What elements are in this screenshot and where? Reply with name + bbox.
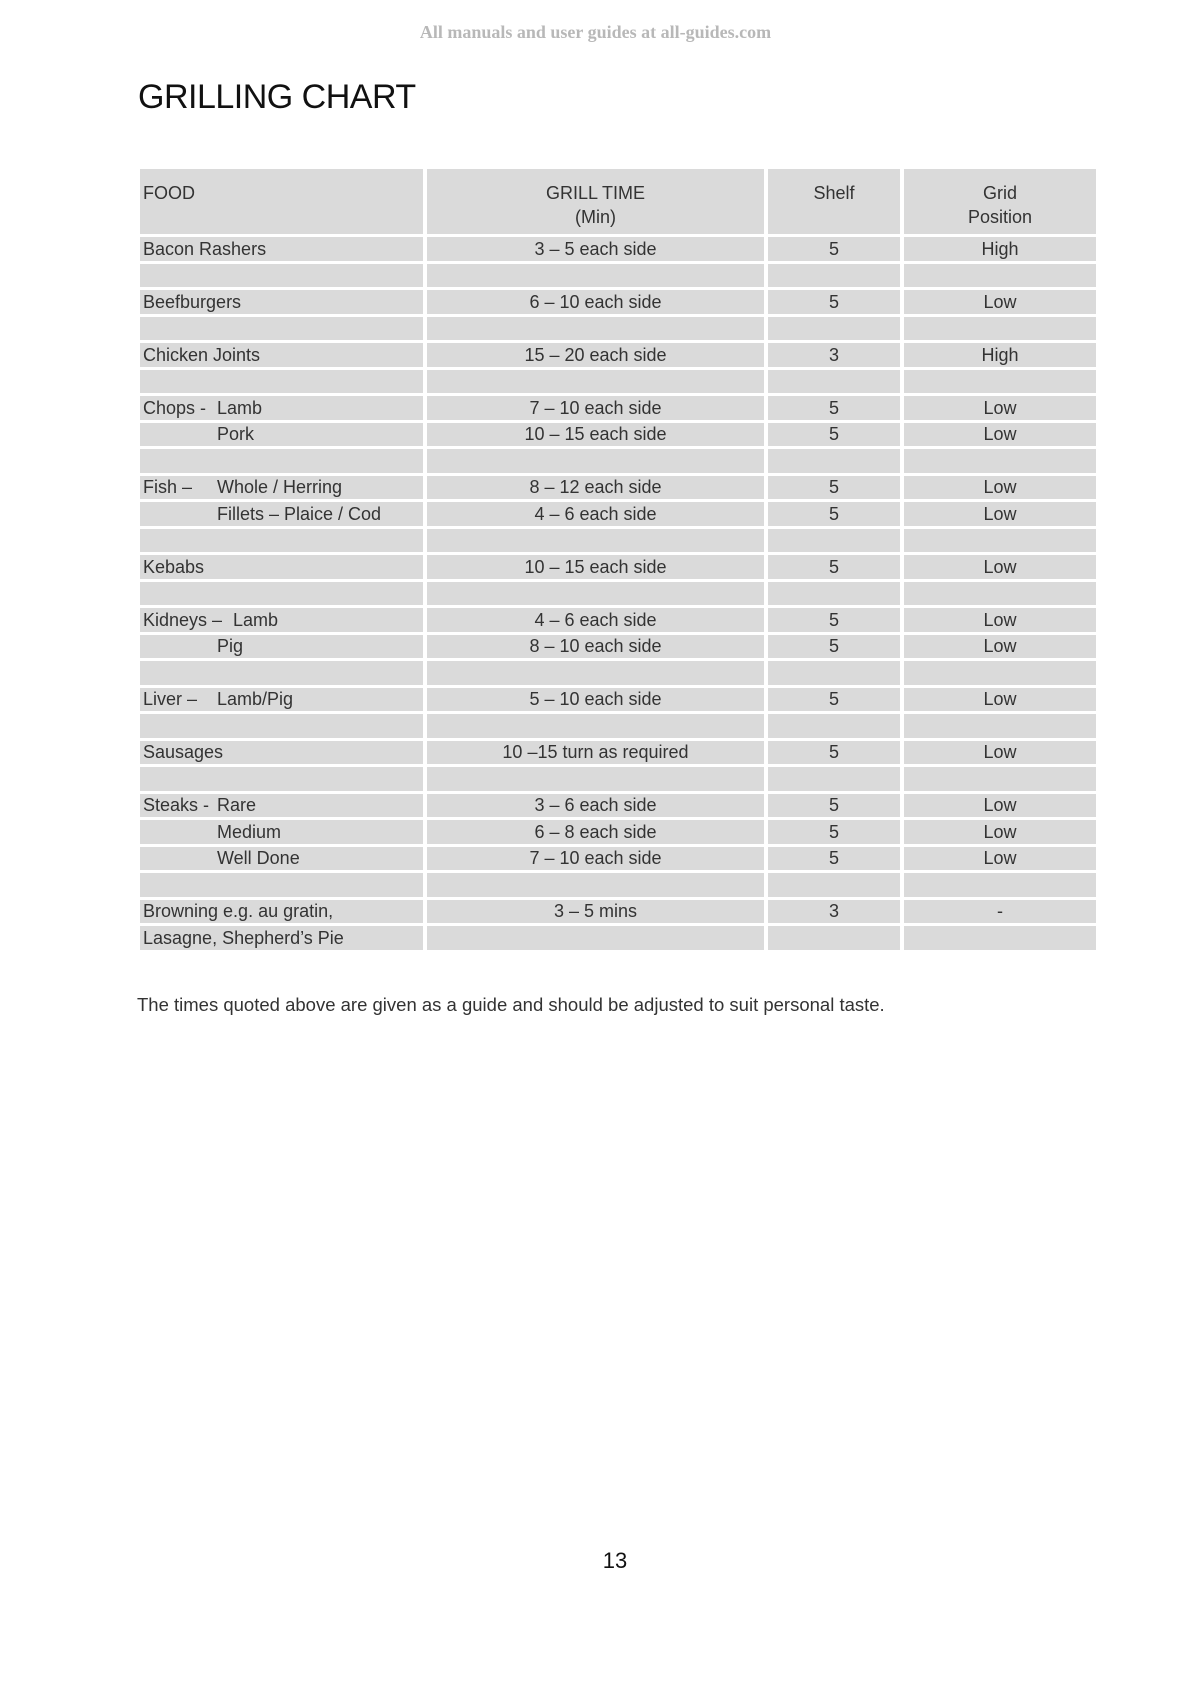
food-cell <box>140 476 423 500</box>
shelf-cell: 5 <box>768 635 900 659</box>
grid-position-cell: Low <box>904 820 1096 844</box>
grill-time-cell <box>427 926 764 950</box>
food-cell <box>140 317 423 341</box>
grid-position-cell <box>904 449 1096 473</box>
grid-position-cell: - <box>904 900 1096 924</box>
shelf-cell: 5 <box>768 608 900 632</box>
food-cell <box>140 847 423 871</box>
food-variant: Lamb <box>217 397 263 418</box>
grid-position-cell: Low <box>904 555 1096 579</box>
shelf-cell: 5 <box>768 476 900 500</box>
food-cell <box>140 370 423 394</box>
grill-time-cell: 3 – 5 each side <box>427 237 764 261</box>
grid-position-cell <box>904 317 1096 341</box>
grill-time-cell <box>427 767 764 791</box>
food-variant: Well Done <box>217 848 300 869</box>
grilling-chart-table <box>140 169 1096 950</box>
grill-time-cell <box>427 264 764 288</box>
grill-time-cell: 7 – 10 each side <box>427 847 764 871</box>
shelf-cell <box>768 370 900 394</box>
grill-time-cell <box>427 873 764 897</box>
header-shelf <box>768 169 900 234</box>
food-cell: Browning e.g. au gratin, <box>140 900 423 924</box>
food-variant: Pork <box>217 424 255 445</box>
header-position-label: Position <box>967 207 1033 227</box>
shelf-cell: 5 <box>768 847 900 871</box>
grill-time-cell: 6 – 10 each side <box>427 290 764 314</box>
grill-time-cell <box>427 449 764 473</box>
shelf-cell <box>768 264 900 288</box>
grill-time-cell <box>427 661 764 685</box>
grill-time-cell <box>427 714 764 738</box>
grid-position-cell <box>904 714 1096 738</box>
grill-time-cell: 8 – 12 each side <box>427 476 764 500</box>
grill-time-cell: 3 – 6 each side <box>427 794 764 818</box>
food-cell <box>140 449 423 473</box>
shelf-cell: 5 <box>768 396 900 420</box>
food-variant: Lamb/Pig <box>217 689 294 710</box>
grill-time-cell <box>427 317 764 341</box>
food-category: Fish – <box>143 477 193 498</box>
shelf-cell <box>768 873 900 897</box>
grill-time-cell: 4 – 6 each side <box>427 608 764 632</box>
shelf-cell: 5 <box>768 820 900 844</box>
food-cell <box>140 502 423 526</box>
grid-position-cell: Low <box>904 423 1096 447</box>
grid-position-cell: Low <box>904 502 1096 526</box>
header-grid-position <box>904 169 1096 234</box>
grill-time-cell: 7 – 10 each side <box>427 396 764 420</box>
shelf-cell <box>768 582 900 606</box>
grid-position-cell <box>904 264 1096 288</box>
food-category: Chops - <box>143 397 207 418</box>
food-cell <box>140 635 423 659</box>
grid-position-cell: Low <box>904 794 1096 818</box>
shelf-cell: 5 <box>768 290 900 314</box>
food-cell <box>140 423 423 447</box>
grill-time-cell: 5 – 10 each side <box>427 688 764 712</box>
grid-position-cell: Low <box>904 688 1096 712</box>
grid-position-cell: Low <box>904 396 1096 420</box>
shelf-cell <box>768 661 900 685</box>
page-number: 13 <box>602 1548 628 1573</box>
shelf-cell <box>768 529 900 553</box>
food-cell: Sausages <box>140 741 423 765</box>
grid-position-cell: Low <box>904 635 1096 659</box>
food-category: Steaks - <box>143 795 210 816</box>
grill-time-cell <box>427 582 764 606</box>
grid-position-cell: Low <box>904 476 1096 500</box>
grid-position-cell: Low <box>904 290 1096 314</box>
food-cell <box>140 794 423 818</box>
grill-time-cell: 15 – 20 each side <box>427 343 764 367</box>
header-food <box>140 169 423 234</box>
grid-position-cell: Low <box>904 741 1096 765</box>
grid-position-cell <box>904 529 1096 553</box>
grill-time-cell: 10 – 15 each side <box>427 555 764 579</box>
header-shelf-label: Shelf <box>813 183 855 203</box>
grid-position-cell: High <box>904 343 1096 367</box>
header-grid-label: Grid <box>982 183 1017 203</box>
food-cell <box>140 714 423 738</box>
shelf-cell <box>768 449 900 473</box>
food-cell <box>140 767 423 791</box>
shelf-cell: 5 <box>768 741 900 765</box>
shelf-cell: 5 <box>768 555 900 579</box>
food-cell <box>140 529 423 553</box>
grill-time-cell: 4 – 6 each side <box>427 502 764 526</box>
watermark: All manuals and user guides at all-guides.com <box>419 22 772 42</box>
food-cell <box>140 873 423 897</box>
shelf-cell: 5 <box>768 794 900 818</box>
grill-time-cell: 10 –15 turn as required <box>427 741 764 765</box>
food-variant: Fillets – Plaice / Cod <box>217 503 382 524</box>
shelf-cell <box>768 317 900 341</box>
grid-position-cell: High <box>904 237 1096 261</box>
shelf-cell: 5 <box>768 688 900 712</box>
shelf-cell: 5 <box>768 237 900 261</box>
header-grill-time-label: GRILL TIME <box>545 183 646 203</box>
header-food-label: FOOD <box>143 183 195 203</box>
food-cell: Kebabs <box>140 555 423 579</box>
header-grill-time <box>427 169 764 234</box>
shelf-cell: 3 <box>768 900 900 924</box>
food-variant: Whole / Herring <box>217 477 343 498</box>
grid-position-cell: Low <box>904 847 1096 871</box>
food-cell <box>140 608 423 632</box>
grid-position-cell <box>904 370 1096 394</box>
food-cell: Lasagne, Shepherd’s Pie <box>140 926 423 950</box>
food-cell <box>140 396 423 420</box>
header-grill-time-unit: (Min) <box>575 207 616 227</box>
grid-position-cell <box>904 926 1096 950</box>
page-title: GRILLING CHART <box>138 78 416 116</box>
grill-time-cell <box>427 370 764 394</box>
shelf-cell <box>768 926 900 950</box>
food-cell <box>140 820 423 844</box>
food-variant: Rare <box>217 795 257 816</box>
grill-time-cell: 10 – 15 each side <box>427 423 764 447</box>
shelf-cell: 5 <box>768 502 900 526</box>
food-cell: Chicken Joints <box>140 343 423 367</box>
shelf-cell: 5 <box>768 423 900 447</box>
footnote: The times quoted above are given as a guide and should be adjusted to suit personal taste. <box>137 994 885 1015</box>
food-category: Liver – <box>143 689 198 710</box>
food-variant: Pig <box>217 636 244 657</box>
shelf-cell <box>768 767 900 791</box>
food-variant: Medium <box>217 821 282 842</box>
grid-position-cell <box>904 661 1096 685</box>
food-cell <box>140 582 423 606</box>
food-variant: Lamb <box>233 609 279 630</box>
shelf-cell <box>768 714 900 738</box>
food-cell: Bacon Rashers <box>140 237 423 261</box>
grid-position-cell <box>904 873 1096 897</box>
grill-time-cell: 8 – 10 each side <box>427 635 764 659</box>
grid-position-cell <box>904 767 1096 791</box>
grill-time-cell: 6 – 8 each side <box>427 820 764 844</box>
food-category: Kidneys – <box>143 609 223 630</box>
grill-time-cell: 3 – 5 mins <box>427 900 764 924</box>
food-cell <box>140 264 423 288</box>
grid-position-cell: Low <box>904 608 1096 632</box>
food-cell <box>140 661 423 685</box>
food-cell: Beefburgers <box>140 290 423 314</box>
grid-position-cell <box>904 582 1096 606</box>
shelf-cell: 3 <box>768 343 900 367</box>
grill-time-cell <box>427 529 764 553</box>
food-cell <box>140 688 423 712</box>
